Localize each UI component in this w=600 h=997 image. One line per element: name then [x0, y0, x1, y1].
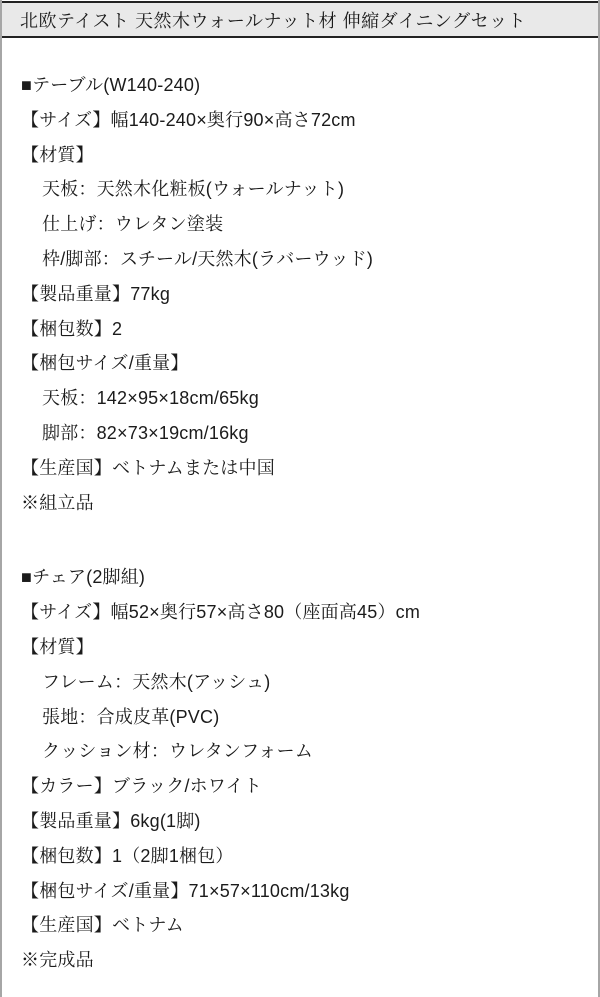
- table-origin: 【生産国】ベトナムまたは中国: [21, 457, 275, 478]
- chair-origin: 【生産国】ベトナム: [21, 915, 184, 936]
- chair-section-title: ■チェア(2脚組): [21, 567, 146, 588]
- chair-material-upholstery: 張地：合成皮革(PVC): [42, 706, 220, 727]
- chair-weight: 【製品重量】6kg(1脚): [21, 810, 201, 831]
- table-weight: 【製品重量】77kg: [21, 283, 171, 304]
- table-material-top: 天板：天然木化粧板(ウォールナット): [42, 179, 345, 200]
- chair-package-count: 【梱包数】1（2脚1梱包）: [21, 845, 234, 866]
- chair-finished-note: ※完成品: [21, 950, 94, 971]
- table-material-frame: 枠/脚部：スチール/天然木(ラバーウッド): [42, 248, 374, 269]
- table-package-count: 【梱包数】2: [21, 318, 123, 339]
- spec-content: [2, 38, 598, 978]
- chair-package-size: 【梱包サイズ/重量】71×57×110cm/13kg: [21, 880, 350, 901]
- table-material-finish: 仕上げ：ウレタン塗装: [42, 214, 224, 235]
- product-header-title: 北欧テイスト 天然木ウォールナット材 伸縮ダイニングセット: [20, 10, 527, 31]
- chair-size: 【サイズ】幅52×奥行57×高さ80（座面高45）cm: [21, 602, 421, 623]
- chair-material-heading: 【材質】: [21, 636, 94, 657]
- chair-color: 【カラー】ブラック/ホワイト: [21, 776, 262, 797]
- chair-spec-section: [2, 560, 598, 978]
- table-package-top: 天板：142×95×18cm/65kg: [42, 388, 259, 409]
- table-section-title: ■テーブル(W140-240): [21, 75, 201, 95]
- product-header: [0, 1, 600, 38]
- chair-material-cushion: クッション材：ウレタンフォーム: [42, 741, 314, 762]
- table-assembly-note: ※組立品: [21, 492, 94, 513]
- chair-material-frame: フレーム：天然木(アッシュ): [42, 671, 271, 692]
- table-package-size-heading: 【梱包サイズ/重量】: [21, 353, 189, 374]
- table-package-legs: 脚部：82×73×19cm/16kg: [42, 422, 249, 443]
- table-material-heading: 【材質】: [21, 144, 94, 165]
- table-spec-section: [2, 68, 598, 520]
- table-size: 【サイズ】幅140-240×奥行90×高さ72cm: [21, 109, 356, 130]
